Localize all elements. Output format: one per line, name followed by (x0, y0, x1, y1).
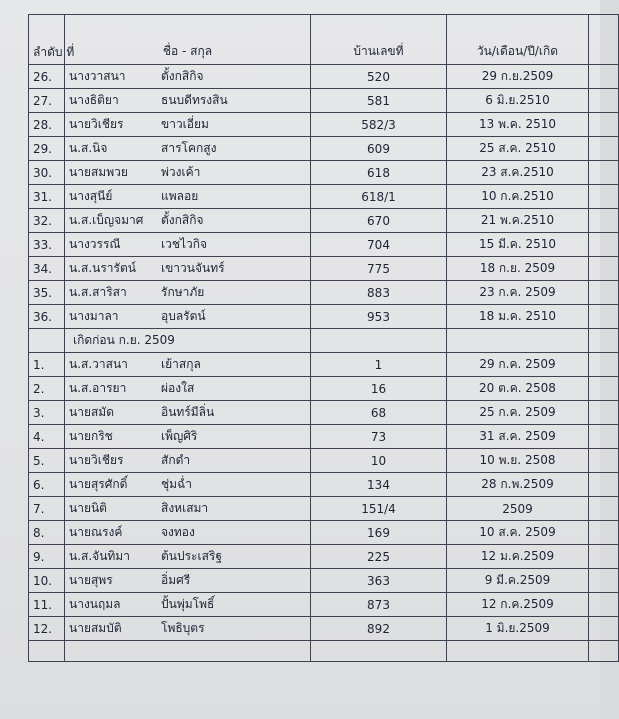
birth-record-table (28, 14, 619, 662)
first-name: นางวรรณี (69, 237, 121, 251)
last-name: ชุ่มฉ่ำ (161, 477, 192, 491)
extra-cell (589, 521, 619, 545)
last-name: สิงหเสมา (161, 501, 209, 515)
first-name: นายนิติ (69, 501, 107, 515)
house-number: 892 (311, 617, 447, 641)
full-name (65, 353, 311, 377)
table-row (29, 593, 619, 617)
first-name: นายวิเชียร (69, 453, 124, 467)
birth-date: 20 ต.ค. 2508 (447, 377, 589, 401)
full-name (65, 185, 311, 209)
full-name (65, 233, 311, 257)
table-row (29, 161, 619, 185)
table-row (29, 425, 619, 449)
blank-cell (447, 641, 589, 662)
section-empty-extra (589, 329, 619, 353)
house-number: 953 (311, 305, 447, 329)
table-row (29, 353, 619, 377)
birth-date: 6 มิ.ย.2510 (447, 89, 589, 113)
table-footer (29, 641, 619, 662)
order-number: 36. (29, 305, 65, 329)
first-name: นางมาลา (69, 309, 119, 323)
last-name: เพ็ญศิริ (161, 429, 198, 443)
extra-cell (589, 377, 619, 401)
full-name (65, 569, 311, 593)
house-number: 520 (311, 65, 447, 89)
table-row (29, 113, 619, 137)
first-name: นายณรงค์ (69, 525, 123, 539)
last-name: เวชไวกิจ (161, 237, 208, 251)
last-name: สักดำ (161, 453, 191, 467)
header-order-no: ลำดับ ที่ (29, 15, 65, 65)
table-row (29, 137, 619, 161)
first-name: นายกริช (69, 429, 113, 443)
last-name: อิ่มศรี (161, 573, 191, 587)
table-row (29, 401, 619, 425)
birth-date: 18 ม.ค. 2510 (447, 305, 589, 329)
section-empty-no (29, 329, 65, 353)
section-divider (29, 329, 619, 353)
extra-cell (589, 617, 619, 641)
birth-date: 23 ก.ค. 2509 (447, 281, 589, 305)
first-name: นายสุพร (69, 573, 113, 587)
last-name: ขาวเอี่ยม (161, 117, 209, 131)
full-name (65, 209, 311, 233)
first-name: นางสุนีย์ (69, 189, 113, 203)
full-name (65, 65, 311, 89)
blank-cell (589, 641, 619, 662)
table-row (29, 377, 619, 401)
order-number: 10. (29, 569, 65, 593)
last-name: แพลอย (161, 189, 199, 203)
birth-date: 1 มิ.ย.2509 (447, 617, 589, 641)
header-birth-date: วัน/เดือน/ปี/เกิด (447, 15, 589, 65)
extra-cell (589, 473, 619, 497)
birth-date: 15 มี.ค. 2510 (447, 233, 589, 257)
order-number: 4. (29, 425, 65, 449)
order-number: 12. (29, 617, 65, 641)
first-name: น.ส.วาสนา (69, 357, 128, 371)
section-label: เกิดก่อน ก.ย. 2509 (65, 329, 311, 353)
extra-cell (589, 545, 619, 569)
full-name (65, 545, 311, 569)
last-name: เขาวนจันทร์ (161, 261, 225, 275)
section-empty-date (447, 329, 589, 353)
house-number: 151/4 (311, 497, 447, 521)
birth-date: 21 พ.ค.2510 (447, 209, 589, 233)
full-name (65, 137, 311, 161)
order-number: 8. (29, 521, 65, 545)
full-name (65, 281, 311, 305)
full-name (65, 161, 311, 185)
birth-date: 2509 (447, 497, 589, 521)
last-name: ธนบดีทรงสิน (161, 93, 228, 107)
house-number: 134 (311, 473, 447, 497)
house-number: 873 (311, 593, 447, 617)
record-group-1 (29, 65, 619, 329)
order-number: 28. (29, 113, 65, 137)
table-row (29, 521, 619, 545)
blank-cell (29, 641, 65, 662)
header-row (29, 15, 619, 65)
table-row (29, 497, 619, 521)
table-row (29, 473, 619, 497)
order-number: 35. (29, 281, 65, 305)
order-number: 11. (29, 593, 65, 617)
extra-cell (589, 113, 619, 137)
birth-date: 12 ม.ค.2509 (447, 545, 589, 569)
birth-date: 28 ก.พ.2509 (447, 473, 589, 497)
extra-cell (589, 65, 619, 89)
order-number: 7. (29, 497, 65, 521)
house-number: 618 (311, 161, 447, 185)
birth-date: 18 ก.ย. 2509 (447, 257, 589, 281)
first-name: น.ส.สาริสา (69, 285, 127, 299)
house-number: 169 (311, 521, 447, 545)
last-name: อินทร์มีลิ่น (161, 405, 215, 419)
first-name: น.ส.จันทิมา (69, 549, 130, 563)
birth-date: 10 ก.ค.2510 (447, 185, 589, 209)
order-number: 30. (29, 161, 65, 185)
last-name: ตั้งกสิกิจ (161, 69, 204, 83)
birth-date: 9 มี.ค.2509 (447, 569, 589, 593)
order-number: 6. (29, 473, 65, 497)
extra-cell (589, 593, 619, 617)
order-number: 31. (29, 185, 65, 209)
first-name: นายสมัด (69, 405, 114, 419)
order-number: 26. (29, 65, 65, 89)
table-row (29, 569, 619, 593)
extra-cell (589, 209, 619, 233)
table-row (29, 233, 619, 257)
section-row (29, 329, 619, 353)
extra-cell (589, 305, 619, 329)
table-row (29, 281, 619, 305)
order-number: 27. (29, 89, 65, 113)
first-name: นายสุรศักดิ์ (69, 477, 128, 491)
first-name: น.ส.เบ็ญจมาศ (69, 213, 144, 227)
birth-date: 10 ส.ค. 2509 (447, 521, 589, 545)
order-number: 29. (29, 137, 65, 161)
house-number: 670 (311, 209, 447, 233)
section-empty-house (311, 329, 447, 353)
house-number: 883 (311, 281, 447, 305)
first-name: นายสมบัติ (69, 621, 122, 635)
last-name: ตั้งกสิกิจ (161, 213, 204, 227)
house-number: 618/1 (311, 185, 447, 209)
birth-date: 10 พ.ย. 2508 (447, 449, 589, 473)
order-number: 32. (29, 209, 65, 233)
extra-cell (589, 161, 619, 185)
header-house-number: บ้านเลขที่ (311, 15, 447, 65)
last-name: ปั้นพุ่มโพธิ์ (161, 597, 215, 611)
first-name: นายวิเชียร (69, 117, 124, 131)
full-name (65, 497, 311, 521)
birth-date: 25 ส.ค. 2510 (447, 137, 589, 161)
birth-date: 12 ก.ค.2509 (447, 593, 589, 617)
house-number: 225 (311, 545, 447, 569)
house-number: 704 (311, 233, 447, 257)
house-number: 16 (311, 377, 447, 401)
table-row (29, 185, 619, 209)
order-number: 3. (29, 401, 65, 425)
last-name: พ่วงเค้า (161, 165, 201, 179)
full-name (65, 89, 311, 113)
extra-cell (589, 137, 619, 161)
last-name: โพธิบุตร (161, 621, 205, 635)
birth-date: 23 ส.ค.2510 (447, 161, 589, 185)
last-name: ผ่องใส (161, 381, 195, 395)
order-number: 9. (29, 545, 65, 569)
extra-cell (589, 425, 619, 449)
house-number: 609 (311, 137, 447, 161)
order-number: 33. (29, 233, 65, 257)
first-name: นางวาสนา (69, 69, 126, 83)
extra-cell (589, 353, 619, 377)
extra-cell (589, 569, 619, 593)
order-number: 5. (29, 449, 65, 473)
first-name: นางนฤมล (69, 597, 121, 611)
last-name: รักษาภัย (161, 285, 205, 299)
last-name: อุบลรัตน์ (161, 309, 206, 323)
birth-date: 31 ส.ค. 2509 (447, 425, 589, 449)
house-number: 775 (311, 257, 447, 281)
full-name (65, 401, 311, 425)
first-name: น.ส.นิจ (69, 141, 108, 155)
extra-cell (589, 185, 619, 209)
table-row (29, 89, 619, 113)
header-full-name: ชื่อ - สกุล (65, 15, 311, 65)
full-name (65, 305, 311, 329)
last-name: จงทอง (161, 525, 195, 539)
birth-date: 29 ก.ย.2509 (447, 65, 589, 89)
last-name: ต้นประเสริฐ (161, 549, 222, 563)
order-number: 1. (29, 353, 65, 377)
extra-cell (589, 89, 619, 113)
full-name (65, 617, 311, 641)
house-number: 582/3 (311, 113, 447, 137)
extra-cell (589, 233, 619, 257)
full-name (65, 449, 311, 473)
full-name (65, 113, 311, 137)
table-row (29, 209, 619, 233)
birth-date: 25 ก.ค. 2509 (447, 401, 589, 425)
full-name (65, 257, 311, 281)
house-number: 73 (311, 425, 447, 449)
full-name (65, 425, 311, 449)
house-number: 10 (311, 449, 447, 473)
house-number: 363 (311, 569, 447, 593)
extra-cell (589, 257, 619, 281)
table-row (29, 65, 619, 89)
blank-cell (65, 641, 311, 662)
birth-date: 13 พ.ค. 2510 (447, 113, 589, 137)
first-name: นางธิติยา (69, 93, 119, 107)
blank-cell (311, 641, 447, 662)
full-name (65, 473, 311, 497)
last-name: สารโคกสูง (161, 141, 217, 155)
order-number: 2. (29, 377, 65, 401)
full-name (65, 521, 311, 545)
table-row (29, 257, 619, 281)
order-number: 34. (29, 257, 65, 281)
table-row (29, 545, 619, 569)
house-number: 1 (311, 353, 447, 377)
header-extra-column (589, 15, 619, 65)
record-group-2 (29, 353, 619, 641)
extra-cell (589, 281, 619, 305)
first-name: นายสมพวย (69, 165, 128, 179)
first-name: น.ส.อารยา (69, 381, 127, 395)
extra-cell (589, 497, 619, 521)
house-number: 581 (311, 89, 447, 113)
blank-row (29, 641, 619, 662)
table-row (29, 617, 619, 641)
first-name: น.ส.นรารัตน์ (69, 261, 136, 275)
table-row (29, 305, 619, 329)
table-row (29, 449, 619, 473)
extra-cell (589, 449, 619, 473)
birth-date: 29 ก.ค. 2509 (447, 353, 589, 377)
last-name: เย้าสกุล (161, 357, 201, 371)
full-name (65, 593, 311, 617)
full-name (65, 377, 311, 401)
extra-cell (589, 401, 619, 425)
house-number: 68 (311, 401, 447, 425)
